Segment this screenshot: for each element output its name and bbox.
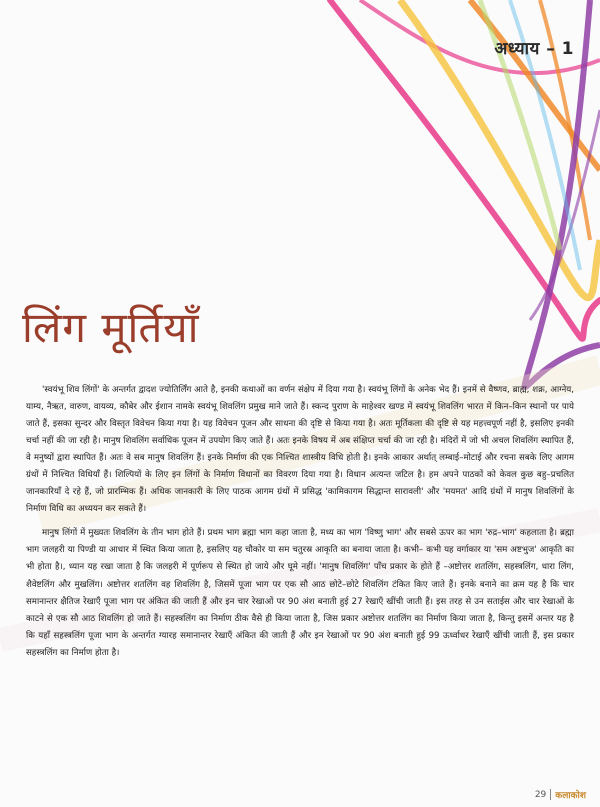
footer-brand: कलाकोश [555, 791, 586, 801]
body-text [26, 382, 574, 662]
footer-divider [550, 789, 551, 800]
paragraph: मानुष लिंगों में मुख्यतः शिवलिंग के तीन भाग होते हैं। प्रथम भाग ब्रह्मा भाग कहा जाता है, मध्य का भाग 'विष्णु भाग' और सबसे ऊपर का भाग 'रुद्र–भाग' कहलाता है। ब्रह्मा भाग जलहरी या पिण्डी या आधार में स्थित किया जाता है, इसलिए यह चौकोर या सम चतुरस्र आकृति का बनाया जाता है। कभी– कभी यह वर्गाकार या 'सम अष्टभुज' आकृति का भी होता है।, ध्यान यह रखा जाता है कि जलहरी में पूर्णरूप से स्थित हो जाये और घूमे नहीं। 'मानुष शिवलिंग' पाँच प्रकार के होते हैं –अष्टोत्तर शतलिंग, सहस्त्रलिंग, धारा लिंग, शैवेष्टलिंग और मुखलिंग। अष्टोत्तर शतलिंग वह शिवलिंग है, जिसमें पूजा भाग पर एक सौ आठ छोटे–छोटे शिवलिंग टंकित किए जाते हैं। इनके बनाने का क्रम यह है कि चार समानान्तर क्षैतिज रेखाएँ पूजा भाग पर अंकित की जाती हैं और इन चार रेखाओं पर 90 अंश बनाती हुई 27 रेखाएँ खींची जाती हैं। इस तरह से उन सताईस और चार रेखाओं के काटने से एक सौ आठ शिवलिंग हो जाते हैं। सहस्त्रलिंग का निर्माण ठीक वैसे ही किया जाता है, जिस प्रकार अष्टोत्तर शतलिंग का निर्माण किया जाता है, किन्तु इसमें अन्तर यह है कि यहाँ सहस्त्रलिंग पूजा भाग के अन्तर्गत ग्यारह समानान्तर रेखाएँ अंकित की जाती हैं और इन रेखाओं पर 90 अंश बनाती हुई 99 ऊर्ध्वाधर रेखाएँ खींची जाती हैं, इस प्रकार सहस्त्रलिंग का निर्माण होता है। [26, 528, 574, 658]
page-number: 29 [534, 789, 547, 800]
page-title: लिंग मूर्तियाँ [22, 303, 200, 353]
paragraph: 'स्वयंभू शिव लिंगों' के अन्तर्गत द्वादश ज्योतिर्लिंग आते है, इनकी कथाओं का वर्णन संक्षेप में दिया गया है। स्वयंभू लिंगों के अनेक भेद हैं। इनमें से वैष्णव, ब्राह्म, शक्र, आग्नेय, याम्य, नैऋत, वारुण, वायव्य, कौबेर और ईशान नामके स्वयंभू शिवलिंग प्रमुख माने जाते हैं। स्कन्द पुराण के माहेश्वर खण्ड में स्वयंभू शिवलिंग भारत में किन–किन स्थानों पर पाये जाते हैं, इसका सुन्दर और विस्तृत विवेचन किया गया है। यह विवेचन पूजन और साधना की दृष्टि से किया गया है। अतः मूर्तिकला की दृष्टि से यह महत्त्वपूर्ण नहीं है, इसलिए इनकी चर्चा नहीं की जा रही है। मानुष शिवलिंग सर्वाधिक पूजन में उपयोग किए जाते हैं। अतः इनके विषय में अब संक्षिप्त चर्चा की जा रही है। मंदिरों में जो भी अचल शिवलिंग स्थापित हैं, वे मनुष्यों द्वारा स्थापित हैं। अतः वे सब मानुष शिवलिंग हैं। इनके निर्माण की एक निश्चित शास्त्रीय विधि होती है। इनके आकार अर्थात् लम्बाई–मोटाई और रचना सबके लिए आगम ग्रंथों में निश्चित विधियाँ हैं। शिल्पियों के लिए इन लिंगों के निर्माण विधानों का विवरण दिया गया है। विधान अत्यन्त जटिल है। हम अपने पाठकों को केवल कुछ बहु–प्रचलित जानकारियाँ दे रहे हैं, जो प्रारम्भिक हैं। अधिक जानकारी के लिए पाठक आगम ग्रंथों में प्रसिद्ध 'कामिकागम सिद्धान्त सारावली' और 'मयमत' आदि ग्रंथों में मानुष शिवलिंगों के निर्माण विधि का अध्ययन कर सकते हैं। [26, 385, 574, 515]
chapter-heading: अध्याय – 1 [494, 39, 574, 59]
page-footer [535, 788, 586, 801]
